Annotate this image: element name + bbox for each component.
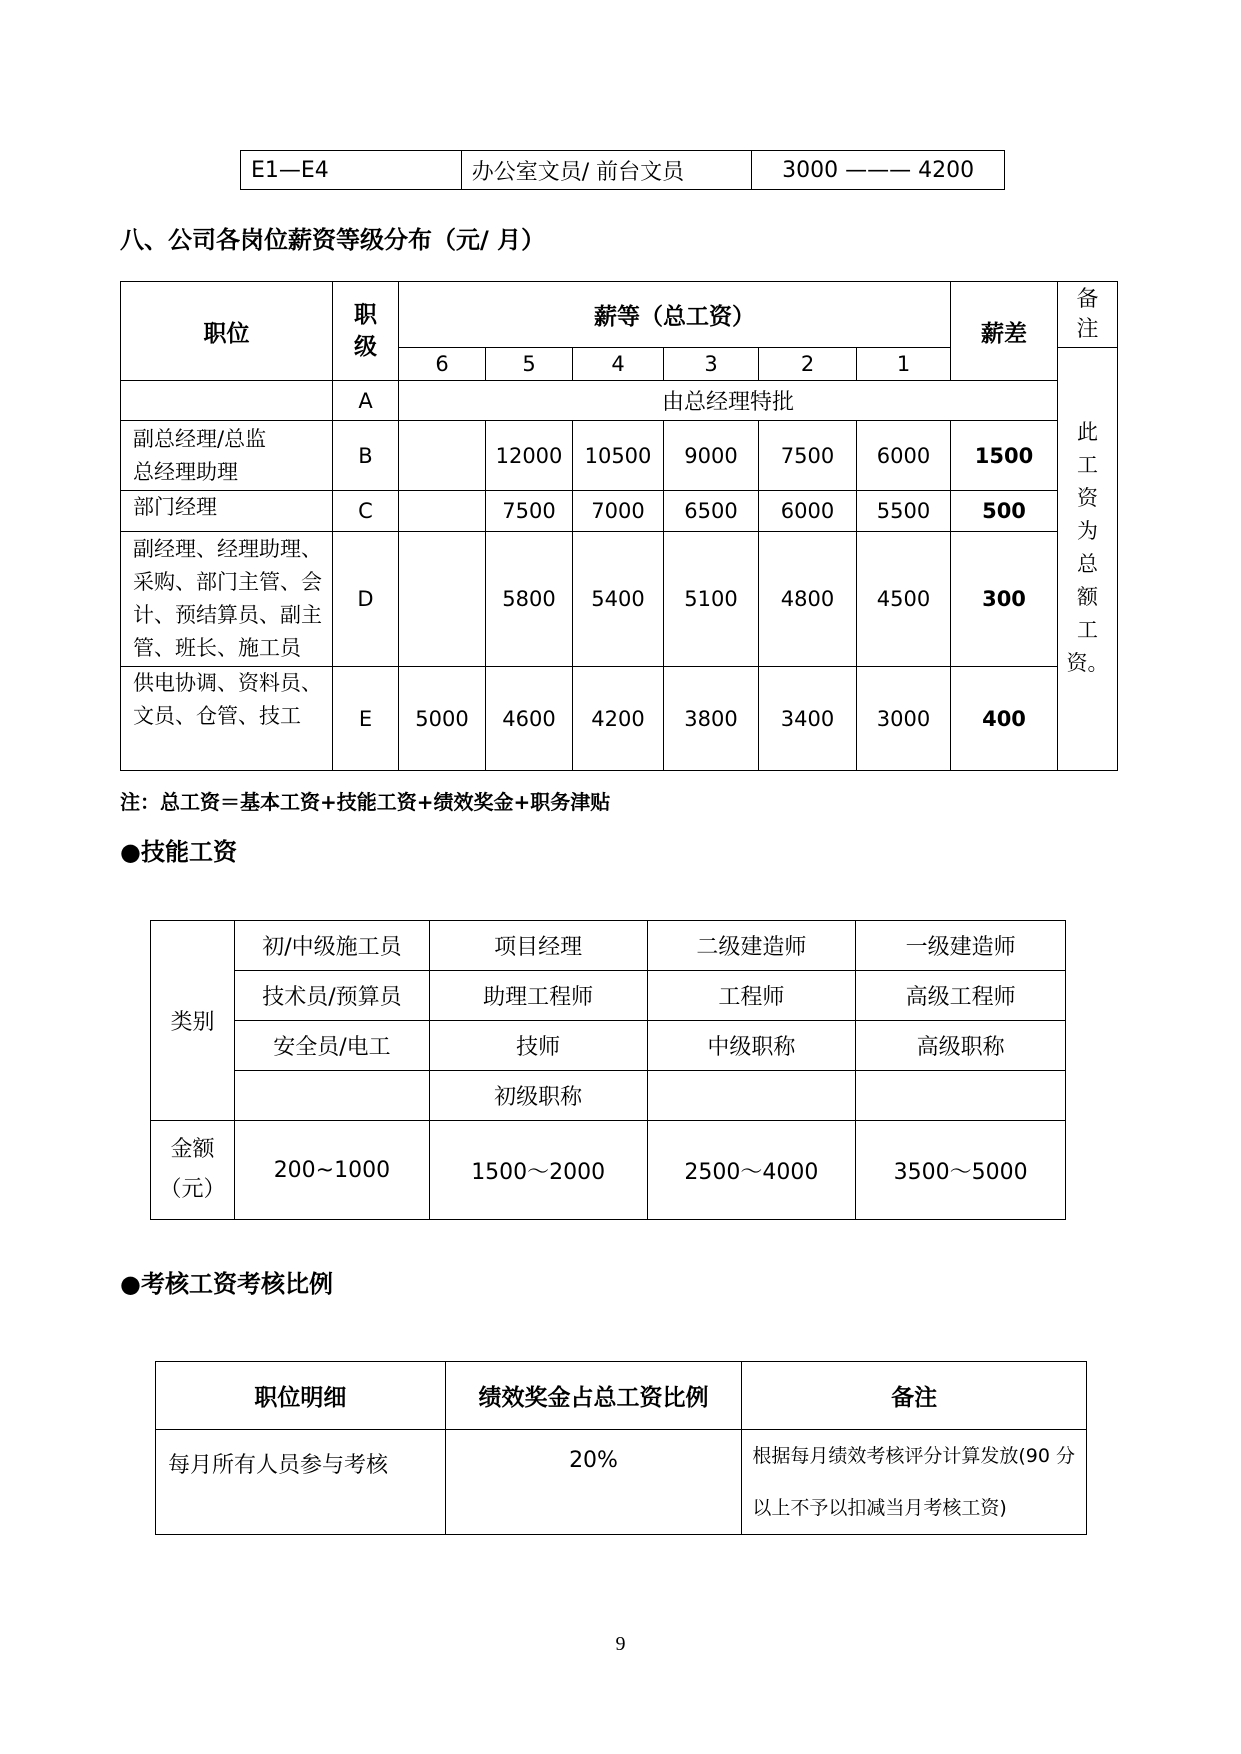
table-row [151, 1071, 1066, 1121]
header-grade [333, 282, 399, 381]
category-cell [856, 1071, 1066, 1121]
level-cell: 2 [759, 348, 857, 381]
salary-cell: 5400 [573, 532, 664, 667]
special-approval-cell: 由总经理特批 [399, 381, 1058, 421]
category-cell: 高级工程师 [856, 971, 1066, 1021]
top-salary-table [240, 150, 1005, 190]
table-row [151, 971, 1066, 1021]
salary-cell: 4600 [486, 667, 573, 771]
table-header-row [121, 282, 1118, 348]
detail-cell: 每月所有人员参与考核 [156, 1430, 446, 1535]
salary-grade-table [120, 281, 1118, 771]
header-detail: 职位明细 [156, 1362, 446, 1430]
table-row [121, 667, 1118, 771]
category-label: 类别 [151, 921, 235, 1121]
salary-cell: 7500 [486, 491, 573, 532]
salary-cell: 5100 [664, 532, 759, 667]
salary-cell: 10500 [573, 421, 664, 491]
category-cell: 项目经理 [429, 921, 647, 971]
grade-cell: E [333, 667, 399, 771]
diff-cell: 1500 [951, 421, 1058, 491]
table-row [156, 1430, 1087, 1535]
salary-cell: 5800 [486, 532, 573, 667]
position-cell: 副经理、经理助理、 采购、部门主管、会 计、预结算员、副主 管、班长、施工员 [121, 532, 333, 667]
table-header-row [156, 1362, 1087, 1430]
grade-cell: A [333, 381, 399, 421]
category-cell: 技术员/预算员 [234, 971, 429, 1021]
salary-cell [399, 421, 486, 491]
table-row [151, 921, 1066, 971]
header-grade-text: 职级 [353, 302, 377, 360]
category-cell: 初级职称 [429, 1071, 647, 1121]
salary-cell: 6000 [857, 421, 951, 491]
table-row [121, 381, 1118, 421]
category-cell: 技师 [429, 1021, 647, 1071]
salary-cell: 3400 [759, 667, 857, 771]
salary-cell: 9000 [664, 421, 759, 491]
category-cell: 中级职称 [647, 1021, 856, 1071]
header-ratio: 绩效奖金占总工资比例 [445, 1362, 742, 1430]
grade-cell: C [333, 491, 399, 532]
grade-cell: D [333, 532, 399, 667]
grade-code-cell: E1—E4 [241, 151, 462, 190]
position-cell: 办公室文员/ 前台文员 [461, 151, 752, 190]
category-cell: 初/中级施工员 [234, 921, 429, 971]
salary-cell: 3800 [664, 667, 759, 771]
header-position: 职位 [121, 282, 333, 381]
header-diff: 薪差 [951, 282, 1058, 381]
diff-cell: 300 [951, 532, 1058, 667]
header-remark [1058, 282, 1118, 348]
header-salary: 薪等（总工资） [399, 282, 951, 348]
remark-text: 此 工 资 为 总 额 工 资。 [1066, 420, 1109, 675]
ratio-cell: 20% [445, 1430, 742, 1535]
remark-cell: 根据每月绩效考核评分计算发放(90 分 以上不予以扣减当月考核工资) [742, 1430, 1087, 1535]
table-row [121, 532, 1118, 667]
diff-cell: 400 [951, 667, 1058, 771]
assessment-table [155, 1361, 1087, 1535]
table-row [151, 1121, 1066, 1220]
category-cell: 助理工程师 [429, 971, 647, 1021]
category-cell: 高级职称 [856, 1021, 1066, 1071]
amount-cell: 200~1000 [234, 1121, 429, 1220]
amount-cell: 2500～4000 [647, 1121, 856, 1220]
skill-wage-table [150, 920, 1066, 1220]
remark-cell [1058, 348, 1118, 771]
salary-note: 注：总工资＝基本工资+技能工资+绩效奖金+职务津贴 [120, 790, 611, 814]
category-cell [234, 1071, 429, 1121]
diff-cell: 500 [951, 491, 1058, 532]
level-cell: 1 [857, 348, 951, 381]
position-cell [121, 381, 333, 421]
salary-cell: 7500 [759, 421, 857, 491]
salary-cell: 12000 [486, 421, 573, 491]
salary-cell: 4500 [857, 532, 951, 667]
header-remark: 备注 [742, 1362, 1087, 1430]
assess-section-title: ●考核工资考核比例 [120, 1270, 333, 1298]
category-cell: 一级建造师 [856, 921, 1066, 971]
position-cell: 副总经理/总监 总经理助理 [121, 421, 333, 491]
salary-cell: 4200 [573, 667, 664, 771]
salary-cell: 7000 [573, 491, 664, 532]
position-cell: 供电协调、资料员、 文员、仓管、技工 [121, 667, 333, 771]
level-cell: 3 [664, 348, 759, 381]
category-cell [647, 1071, 856, 1121]
category-cell: 工程师 [647, 971, 856, 1021]
table-row [121, 421, 1118, 491]
table-row [241, 151, 1005, 190]
salary-cell: 5500 [857, 491, 951, 532]
salary-cell: 3000 [857, 667, 951, 771]
table-row [151, 1021, 1066, 1071]
table-row [121, 491, 1118, 532]
amount-cell: 1500～2000 [429, 1121, 647, 1220]
amount-label: 金额 （元） [151, 1121, 235, 1220]
header-remark-text: 备注 [1076, 286, 1099, 342]
level-cell: 6 [399, 348, 486, 381]
salary-cell: 6000 [759, 491, 857, 532]
skill-section-title: ●技能工资 [120, 838, 237, 866]
grade-cell: B [333, 421, 399, 491]
salary-cell: 5000 [399, 667, 486, 771]
section-title: 八、公司各岗位薪资等级分布（元/ 月） [120, 226, 546, 254]
salary-cell [399, 491, 486, 532]
level-cell: 5 [486, 348, 573, 381]
level-cell: 4 [573, 348, 664, 381]
amount-cell: 3500～5000 [856, 1121, 1066, 1220]
salary-cell: 6500 [664, 491, 759, 532]
salary-range-cell: 3000 ——— 4200 [752, 151, 1005, 190]
position-cell: 部门经理 [121, 491, 333, 532]
category-cell: 二级建造师 [647, 921, 856, 971]
salary-cell: 4800 [759, 532, 857, 667]
category-cell: 安全员/电工 [234, 1021, 429, 1071]
page-number: 9 [615, 1633, 626, 1655]
salary-cell [399, 532, 486, 667]
